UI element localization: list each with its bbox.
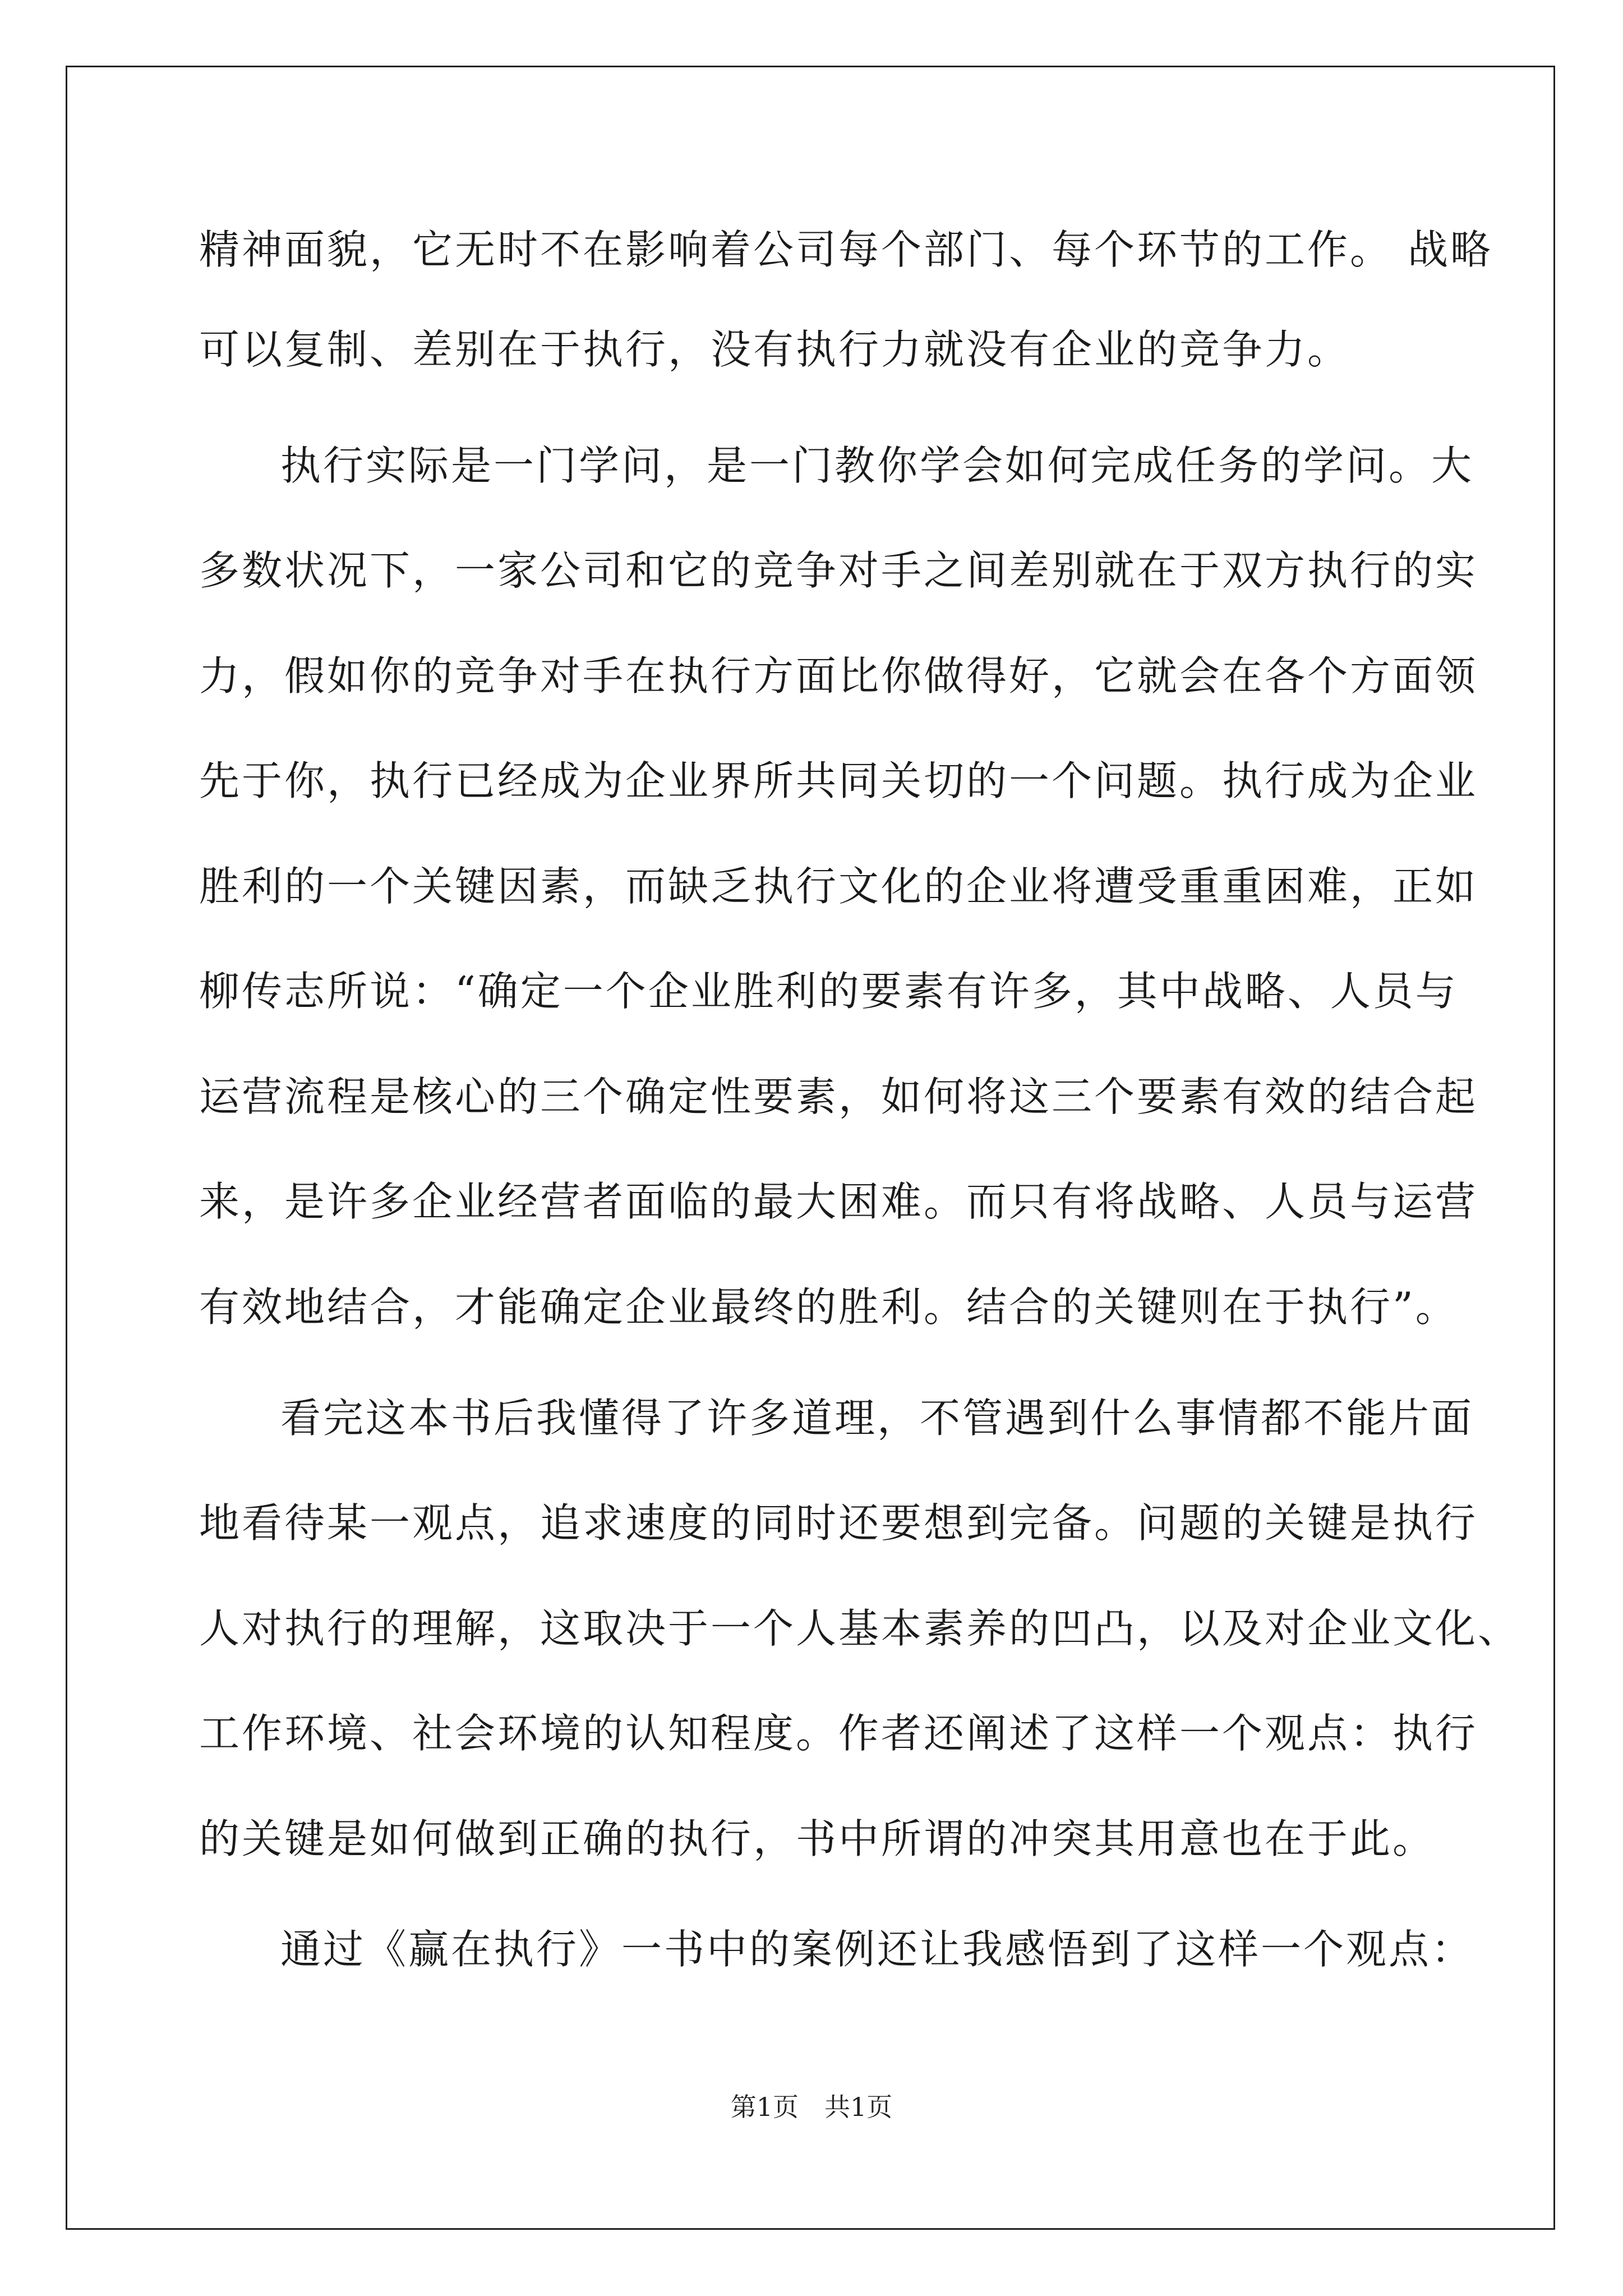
page-footer: 第1页 共1页 <box>730 2092 893 2122</box>
text-line: 地看待某一观点，追求速度的同时还要想到完备。问题的关键是执行 <box>199 1499 1478 1547</box>
text-line: 多数状况下，一家公司和它的竞争对手之间差别就在于双方执行的实 <box>199 547 1478 594</box>
text-line: 运营流程是核心的三个确定性要素，如何将这三个要素有效的结合起 <box>199 1073 1478 1120</box>
text-line: 力，假如你的竞争对手在执行方面比你做得好，它就会在各个方面领 <box>199 652 1478 700</box>
text-line: 工作环境、社会环境的认知程度。作者还阐述了这样一个观点：执行 <box>199 1710 1478 1757</box>
text-line: 柳传志所说：“确定一个企业胜利的要素有许多，其中战略、人员与 <box>199 968 1458 1015</box>
text-line: 来，是许多企业经营者面临的最大困难。而只有将战略、人员与运营 <box>199 1178 1478 1225</box>
paragraph-start-line: 通过《赢在执行》一书中的案例还让我感悟到了这样一个观点： <box>280 1926 1474 1973</box>
text-line: 胜利的一个关键因素，而缺乏执行文化的企业将遭受重重困难，正如 <box>199 863 1478 910</box>
paragraph-start-line: 执行实际是一门学问，是一门教你学会如何完成任务的学问。大 <box>280 442 1474 489</box>
text-line: 可以复制、差别在于执行，没有执行力就没有企业的竞争力。 <box>199 326 1350 373</box>
text-line: 精神面貌，它无时不在影响着公司每个部门、每个环节的工作。 战略 <box>199 226 1493 273</box>
text-line: 先于你，执行已经成为企业界所共同关切的一个问题。执行成为企业 <box>199 757 1478 804</box>
text-line: 人对执行的理解，这取决于一个人基本素养的凹凸，以及对企业文化、 <box>199 1605 1521 1652</box>
paragraph-start-line: 看完这本书后我懂得了许多道理，不管遇到什么事情都不能片面 <box>280 1395 1474 1442</box>
text-line: 的关键是如何做到正确的执行，书中所谓的冲突其用意也在于此。 <box>199 1815 1436 1862</box>
text-line: 有效地结合，才能确定企业最终的胜利。结合的关键则在于执行”。 <box>199 1283 1458 1331</box>
